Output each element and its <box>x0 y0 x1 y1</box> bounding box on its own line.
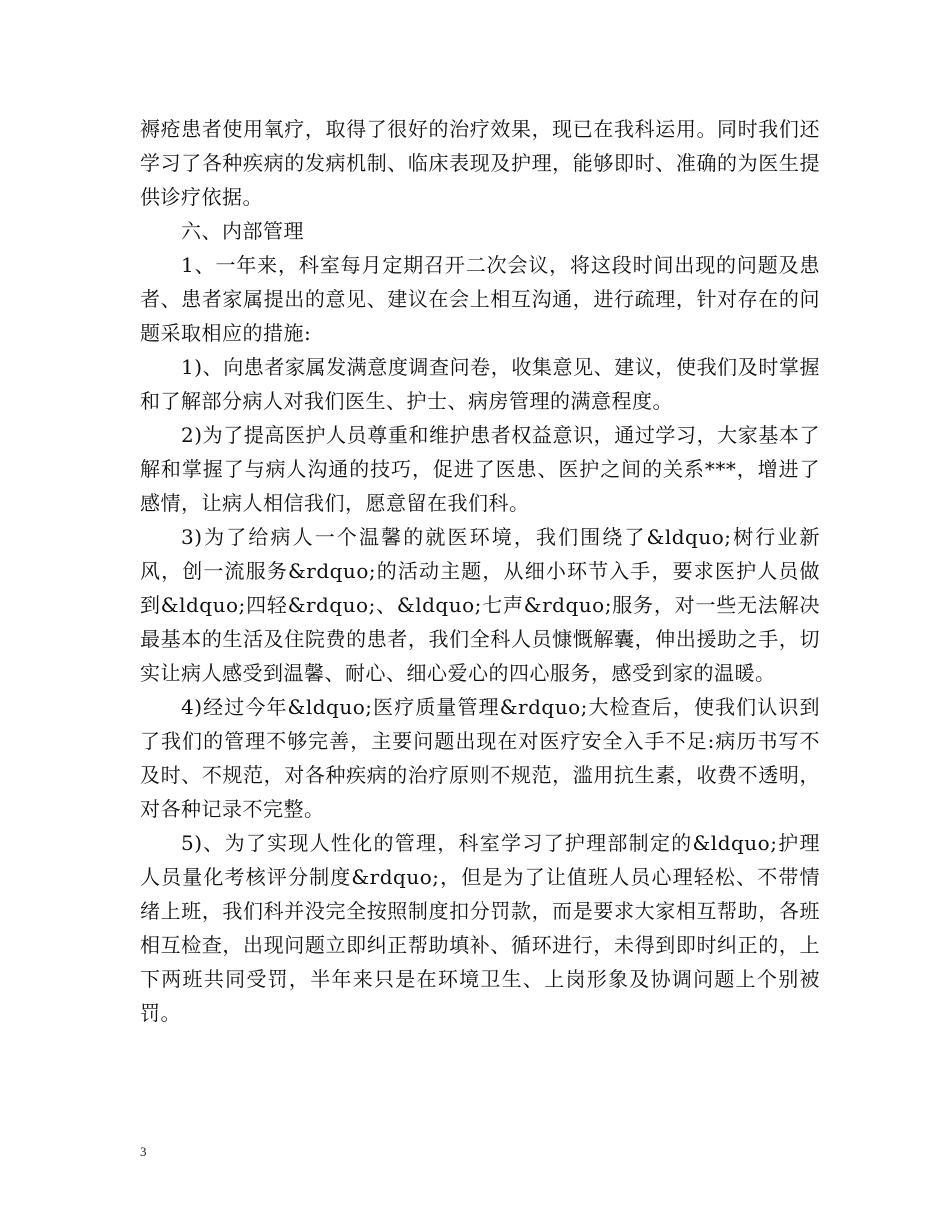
paragraph-subitem-5: 5)、为了实现人性化的管理，科室学习了护理部制定的&ldquo;护理人员量化考核评分制度&rdquo;，但是为了让值班人员心理轻松、不带情绪上班，我们科并没完全按照制度扣分罚款，而是要求大家相互帮助，各班相互检查，出现问题立即纠正帮助填补、循环进行，未得到即时纠正的，上下两班共同受罚，半年来只是在环境卫生、上岗形象及协调问题上个别被罚。 <box>140 831 820 1025</box>
paragraph-subitem-2: 2)为了提高医护人员尊重和维护患者权益意识，通过学习，大家基本了解和掌握了与病人沟通的技巧，促进了医患、医护之间的关系***，增进了感情，让病人相信我们，愿意留在我们科。 <box>140 423 820 515</box>
section-heading-internal-management: 六、内部管理 <box>181 219 304 243</box>
page-number: 3 <box>140 1144 147 1159</box>
paragraph-subitem-1: 1)、向患者家属发满意度调查问卷，收集意见、建议，使我们及时掌握和了解部分病人对我们医生、护士、病房管理的满意程度。 <box>140 355 820 413</box>
paragraph-continuation: 褥疮患者使用氧疗，取得了很好的治疗效果，现已在我科运用。同时我们还学习了各种疾病的发病机制、临床表现及护理，能够即时、准确的为医生提供诊疗依据。 <box>140 117 820 209</box>
paragraph-subitem-4: 4)经过今年&ldquo;医疗质量管理&rdquo;大检查后，使我们认识到了我们的管理不够完善，主要问题出现在对医疗安全入手不足:病历书写不及时、不规范，对各种疾病的治疗原则不规范，滥用抗生素，收费不透明，对各种记录不完整。 <box>140 695 820 821</box>
paragraph-item-1: 1、一年来，科室每月定期召开二次会议，将这段时间出现的问题及患者、患者家属提出的意见、建议在会上相互沟通，进行疏理，针对存在的问题采取相应的措施: <box>140 253 820 345</box>
document-body <box>140 112 820 1030</box>
paragraph-subitem-3: 3)为了给病人一个温馨的就医环境，我们围绕了&ldquo;树行业新风，创一流服务&rdquo;的活动主题，从细小环节入手，要求医护人员做到&ldquo;四轻&rdquo;、&ldquo;七声&rdquo;服务，对一些无法解决最基本的生活及住院费的患者，我们全科人员慷慨解囊，伸出援助之手，切实让病人感受到温馨、耐心、细心爱心的四心服务，感受到家的温暖。 <box>140 525 820 685</box>
